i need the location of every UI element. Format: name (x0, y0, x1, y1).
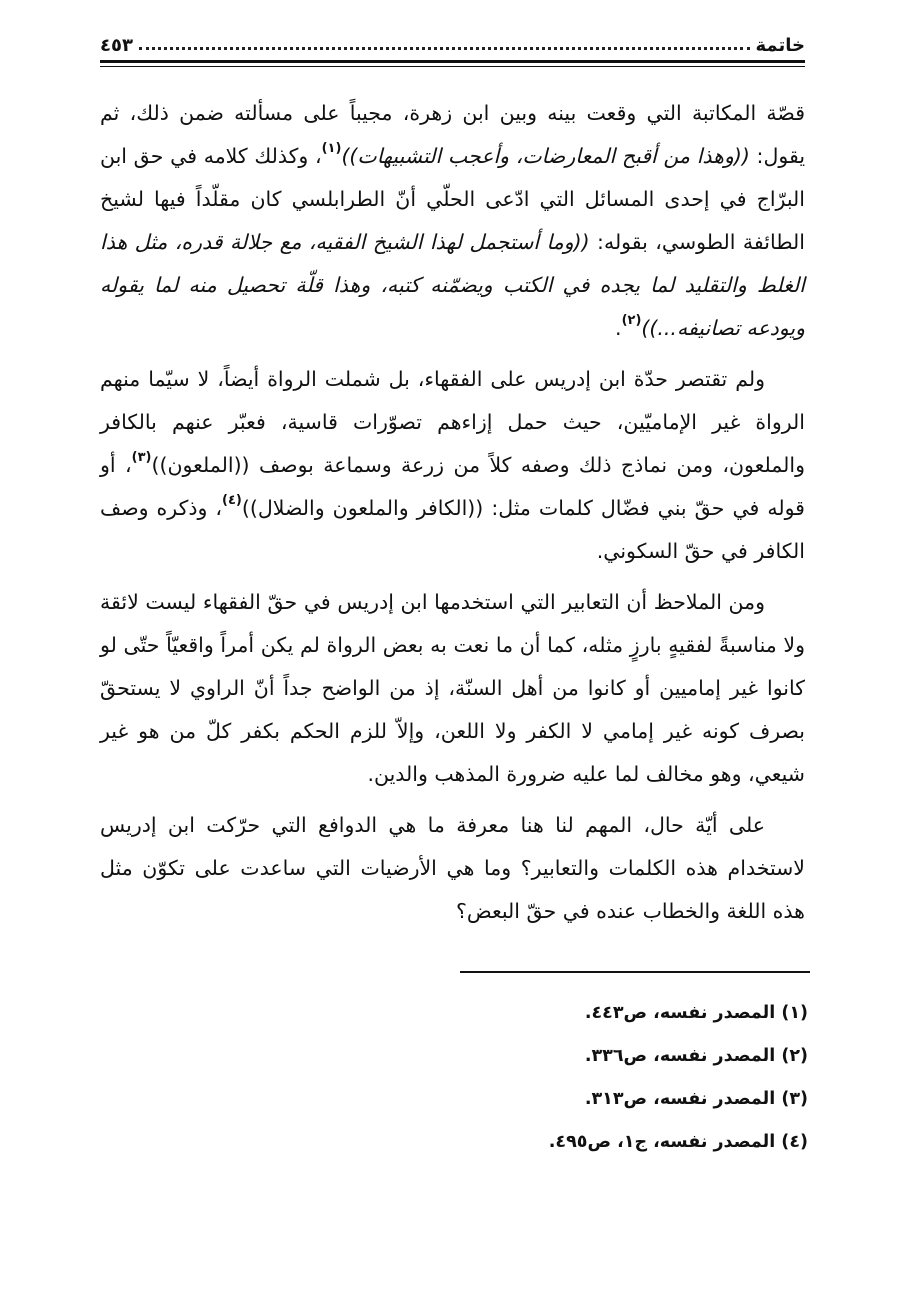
footnote-separator (460, 971, 810, 973)
footnote-item: (٤) المصدر نفسه، ج١، ص٤٩٥. (548, 1132, 808, 1152)
paragraph (100, 92, 805, 350)
running-header (100, 26, 805, 56)
body-text (100, 92, 805, 941)
footnotes (100, 992, 808, 1164)
text-run: على أيّة حال، المهم لنا هنا معرفة ما هي الدوافع التي حرّكت ابن إدريس لاستخدام هذه الكلمات والتعابير؟ وما هي الأرضيات التي ساعدت على تكوّن مثل هذه اللغة والخطاب عنده في حقّ البعض؟ (100, 813, 805, 923)
footnote-marker[interactable]: (٢) (621, 313, 642, 328)
paragraph (100, 804, 805, 933)
header-dot-leader (139, 46, 750, 50)
paragraph (100, 358, 805, 573)
paragraph (100, 581, 805, 796)
footnote-item: (١) المصدر نفسه، ص٤٤٣. (584, 1003, 808, 1023)
quotation: ((وهذا من أقبح المعارضات، وأعجب التشبيهات)) (341, 144, 750, 168)
footnote-item: (٣) المصدر نفسه، ص٣١٣. (584, 1089, 808, 1109)
page-number: ٤٥٣ (100, 35, 133, 56)
text-run: ولم تقتصر حدّة ابن إدريس على الفقهاء، بل شملت الرواة أيضاً، لا سيّما منهم الرواة غير الإماميّين، حيث حمل إزاءهم تصوّرات قاسية، فعبّر عنهم بالكافر والملعون، ومن نماذج ذلك وصفه كلاً من زرعة وسماعة بوصف ((الملعون)) (100, 367, 805, 477)
footnote-marker[interactable]: (١) (321, 141, 342, 156)
text-run: ، أو قوله في حقّ بني فضّال كلمات مثل: ((الكافر والملعون والضلال)) (100, 453, 805, 520)
text-run: ، وكذلك كلامه في حق ابن البرّاج في إحدى المسائل التي ادّعى الحلّي أنّ الطرابلسي كان مقلّداً فيها لشيخ الطائفة الطوسي، بقوله: (100, 144, 805, 254)
footnote-marker[interactable]: (٤) (222, 493, 242, 508)
footnote-item: (٢) المصدر نفسه، ص٣٣٦. (584, 1046, 808, 1066)
text-run: ، وذكره وصف الكافر في حقّ السكوني. (100, 496, 805, 563)
text-run: قصّة المكاتبة التي وقعت بينه وبين ابن زهرة، مجيباً على مسألته ضمن ذلك، ثم يقول: (100, 101, 806, 168)
quotation: ((وما أستجمل لهذا الشيخ الفقيه، مع جلالة قدره، مثل هذا الغلط والتقليد لما يجده في الكتب ويضمّنه كتبه، وهذا قلّة تحصيل منه لما يقوله ويودعه تصانيفه...)) (100, 230, 805, 340)
header-rule-thin (100, 66, 805, 67)
footnote-marker[interactable]: (٣) (131, 450, 152, 465)
header-rule-thick (100, 60, 805, 63)
chapter-title: خاتمة (755, 35, 805, 56)
text-run: ومن الملاحظ أن التعابير التي استخدمها ابن إدريس في حقّ الفقهاء ليست لائقة ولا مناسبةً لفقيهٍ بارزٍ مثله، كما أن ما نعت به بعض الرواة لم يكن أمراً واقعيّاً حتّى لو كانوا غير إماميين أو كانوا من أهل السنّة، إذ من الواضح جداً أنّ الراوي لا يستحقّ بصرف كونه غير إمامي لا الكفر ولا اللعن، وإلاّ للزم الحكم بكفر كلّ من هو غير شيعي، وهو مخالف لما عليه ضرورة المذهب والدين. (100, 590, 805, 786)
text-run: . (615, 316, 622, 340)
